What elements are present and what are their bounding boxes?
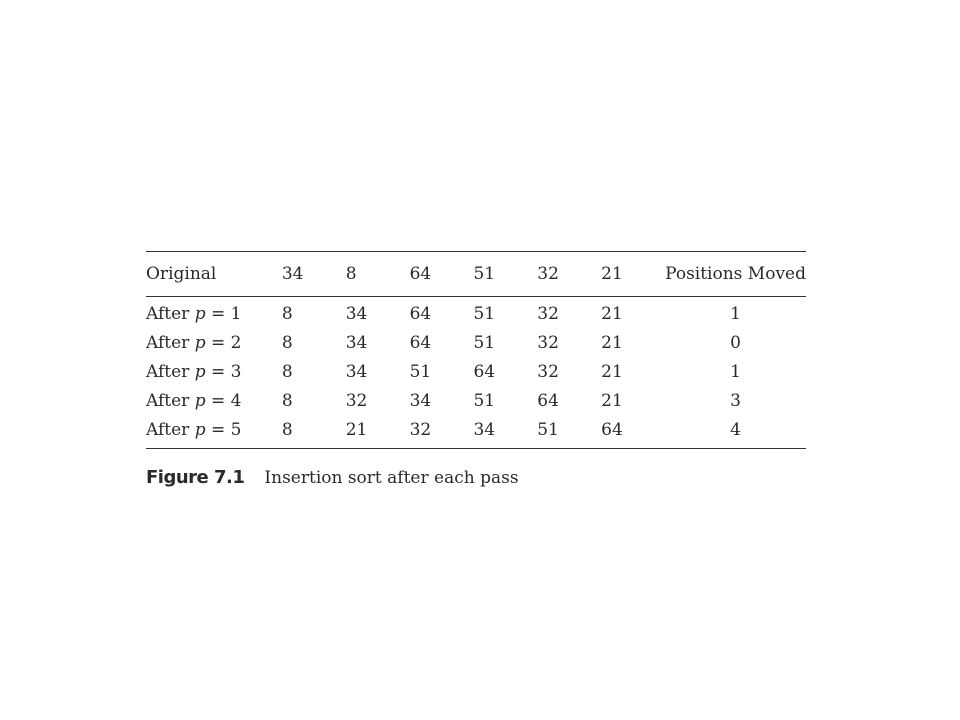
row-label-equals: = 3 (205, 361, 242, 382)
header-value: 51 (473, 264, 496, 284)
table-row (146, 357, 806, 386)
table-row (146, 386, 806, 415)
row-label-variable: p (194, 419, 206, 440)
caption-text: Insertion sort after each pass (264, 468, 519, 488)
table-body (146, 297, 806, 449)
row-positions-moved: 0 (730, 332, 741, 353)
row-value: 21 (345, 419, 368, 440)
figure (146, 251, 806, 488)
row-label-prefix: After (146, 303, 195, 324)
row-label-equals: = 2 (205, 332, 242, 353)
row-label-variable: p (194, 390, 206, 411)
row-label-prefix: After (146, 419, 195, 440)
row-value: 34 (345, 332, 368, 353)
row-value: 64 (601, 419, 623, 440)
header-label: Original (146, 264, 217, 284)
figure-caption (146, 467, 806, 488)
header-value: 32 (537, 264, 559, 284)
header-positions-moved: Positions Moved (665, 264, 806, 284)
row-value: 8 (281, 419, 293, 440)
row-label-equals: = 5 (205, 419, 242, 440)
row-value: 32 (537, 332, 559, 353)
row-label (146, 357, 282, 386)
row-value: 8 (281, 303, 293, 324)
row-label (146, 415, 282, 449)
row-value: 51 (473, 390, 496, 411)
header-value: 21 (601, 264, 623, 284)
insertion-sort-table (146, 251, 806, 449)
table-header-row (146, 252, 806, 297)
row-label-variable: p (194, 303, 206, 324)
row-value: 34 (345, 303, 368, 324)
row-label-equals: = 4 (205, 390, 242, 411)
row-label-variable: p (194, 361, 206, 382)
row-value: 21 (601, 332, 623, 353)
row-value: 32 (537, 303, 559, 324)
row-value: 8 (281, 390, 293, 411)
row-value: 8 (281, 332, 293, 353)
row-value: 34 (409, 390, 432, 411)
row-value: 34 (473, 419, 496, 440)
row-positions-moved: 1 (730, 303, 741, 324)
header-value: 64 (409, 264, 432, 284)
row-label-prefix: After (146, 390, 195, 411)
row-value: 51 (537, 419, 559, 440)
row-value: 64 (409, 303, 432, 324)
header-value: 34 (281, 264, 304, 284)
row-value: 64 (537, 390, 559, 411)
row-label-prefix: After (146, 361, 195, 382)
row-value: 32 (537, 361, 559, 382)
row-value: 8 (281, 361, 293, 382)
row-label (146, 386, 282, 415)
row-value: 64 (409, 332, 432, 353)
row-label-variable: p (194, 332, 206, 353)
row-value: 32 (345, 390, 368, 411)
row-label (146, 328, 282, 357)
row-value: 34 (345, 361, 368, 382)
row-positions-moved: 1 (730, 361, 741, 382)
row-value: 21 (601, 303, 623, 324)
row-label-equals: = 1 (205, 303, 242, 324)
row-value: 21 (601, 390, 623, 411)
row-value: 21 (601, 361, 623, 382)
table-row (146, 297, 806, 329)
row-value: 51 (473, 303, 496, 324)
row-value: 32 (409, 419, 432, 440)
row-value: 51 (473, 332, 496, 353)
row-label (146, 297, 282, 329)
table-row (146, 328, 806, 357)
row-positions-moved: 4 (730, 419, 741, 440)
caption-label: Figure 7.1 (146, 467, 245, 488)
row-positions-moved: 3 (730, 390, 741, 411)
table-row (146, 415, 806, 449)
header-value: 8 (345, 264, 357, 284)
row-label-prefix: After (146, 332, 195, 353)
row-value: 64 (473, 361, 496, 382)
row-value: 51 (409, 361, 432, 382)
